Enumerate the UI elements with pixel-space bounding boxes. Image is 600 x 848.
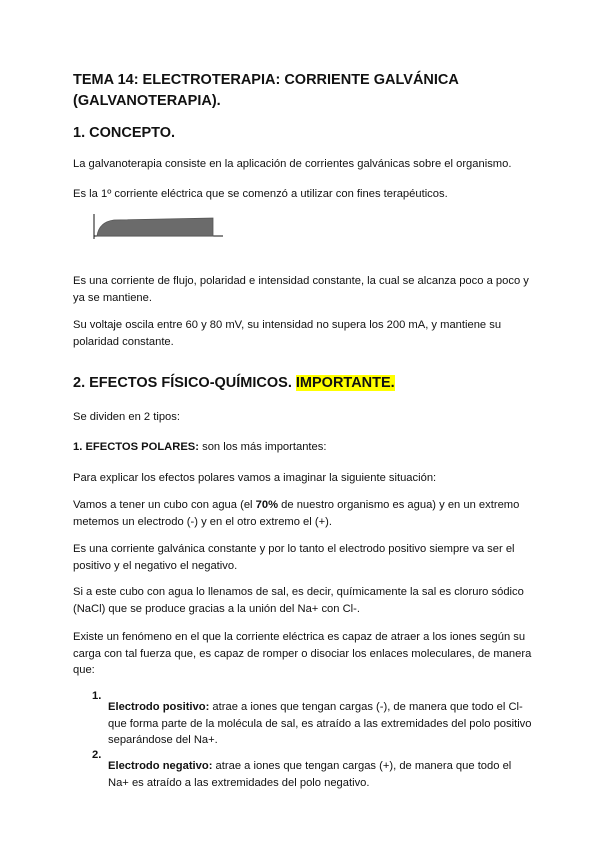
list-item-body: atrae a iones que tengan cargas (+), de manera que todo el Na+ es atraído a las extremidades del polo negativo. [108,760,512,789]
list-item-text [108,758,532,791]
paragraph: La galvanoterapia consiste en la aplicación de corrientes galvánicas sobre el organismo. [73,158,512,170]
bold-percent: 70% [255,499,279,511]
paragraph: Es una corriente galvánica constante y por lo tanto el electrodo positivo siempre va ser el positivo y el negativo el negativo. [73,543,515,572]
section-heading-concepto: 1. CONCEPTO. [73,125,176,141]
document-title: TEMA 14: ELECTROTERAPIA: CORRIENTE GALVÁNICA (GALVANOTERAPIA). [73,72,459,109]
bold-label: 1. EFECTOS POLARES: [73,441,199,453]
paragraph [73,497,533,530]
list-number: 1. [92,690,102,702]
paragraph: Es una corriente de flujo, polaridad e intensidad constante, la cual se alcanza poco a poco y ya se mantiene. [73,275,529,304]
list-number: 2. [92,749,102,761]
paragraph-text: son los más importantes: [199,441,327,453]
paragraph-text: de nuestro organismo es agua) y en un extremo metemos un electrodo (-) y en el otro extremo el (+). [73,499,520,528]
waveform-plateau [97,218,213,236]
paragraph: Se dividen en 2 tipos: [73,411,180,423]
bold-label: Electrodo negativo: [108,760,213,773]
paragraph: Es la 1º corriente eléctrica que se comenzó a utilizar con fines terapéuticos. [73,188,448,200]
heading-text: 2. EFECTOS FÍSICO-QUÍMICOS. [73,375,292,391]
list-item-text [108,699,532,749]
paragraph: Para explicar los efectos polares vamos a imaginar la siguiente situación: [73,472,437,484]
list-item [92,747,532,802]
bold-label: Electrodo positivo: [108,701,210,714]
paragraph-text: Vamos a tener un cubo con agua (el [73,499,256,511]
paragraph: Si a este cubo con agua lo llenamos de sal, es decir, químicamente la sal es cloruro sódico (NaCl) que se produce gracias a la unión del Na+ con Cl-. [73,586,524,615]
highlight-important: IMPORTANTE. [295,375,395,391]
paragraph: Su voltaje oscila entre 60 y 80 mV, su intensidad no supera los 200 mA, y mantiene su polaridad constante. [73,319,502,348]
galvanic-current-waveform [90,212,230,242]
subheading-efectos-polares [73,439,533,456]
paragraph: Existe un fenómeno en el que la corriente eléctrica es capaz de atraer a los iones según su carga con tal fuerza que, es capaz de romper o disociar los enlaces moleculares, de manera que: [73,631,532,676]
list-item-body: atrae a iones que tengan cargas (-), de manera que todo el Cl- que forma parte de la molécula de sal, es atraído a las extremidades del polo positivo separándose del Na+. [108,701,532,747]
section-heading-efectos [73,373,533,393]
